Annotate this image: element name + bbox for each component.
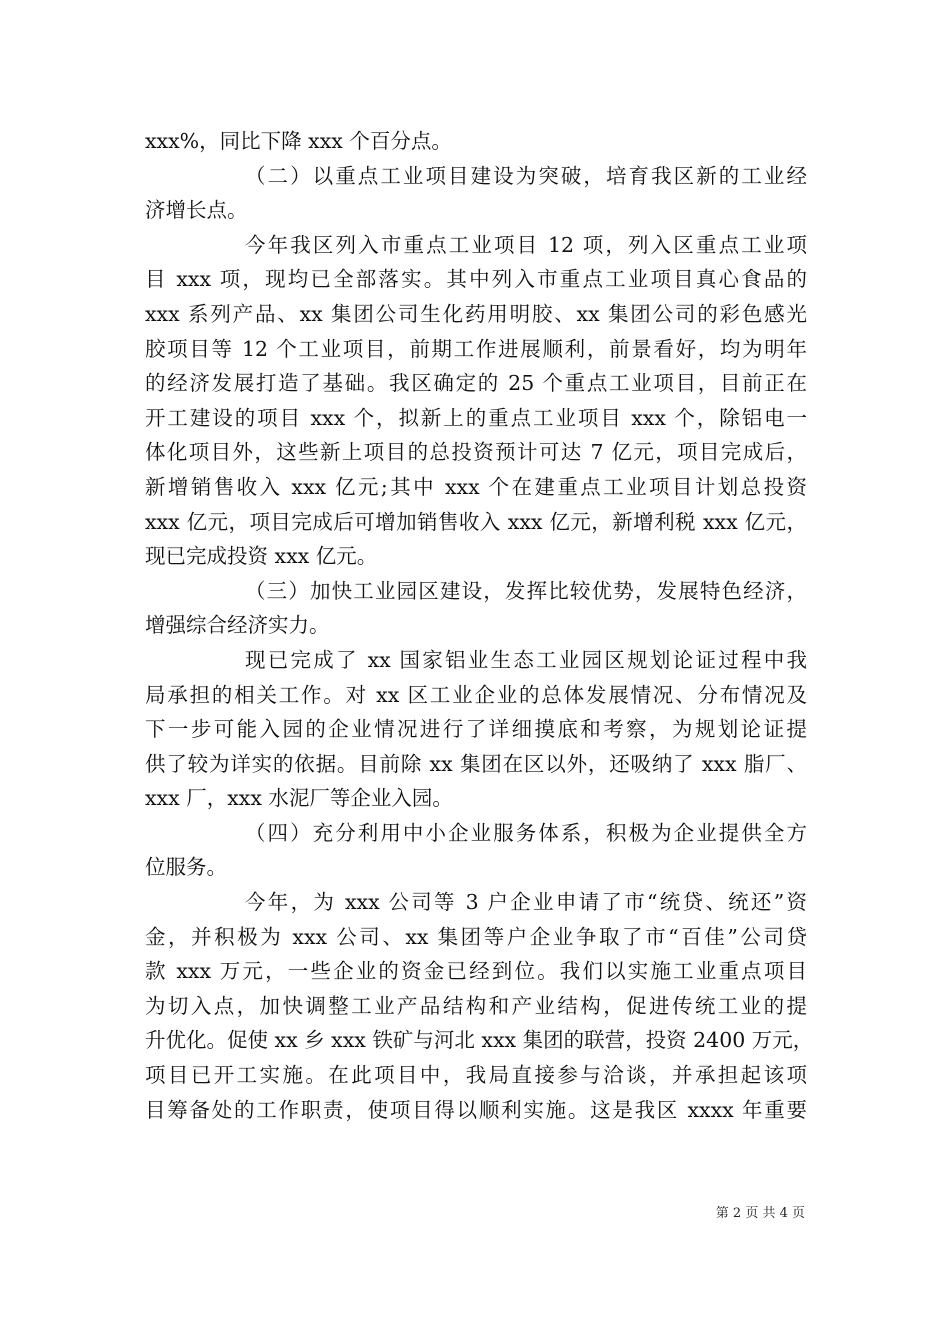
text-line: 开工建设的项目 xxx 个，拟新上的重点工业项目 xxx 个，除铝电一 xyxy=(145,405,807,430)
paragraph-first-line: （三）加快工业园区建设，发挥比较优势，发展特色经济， xyxy=(245,578,807,603)
paragraph-first-line: （四）充分利用中小企业服务体系，积极为企业提供全方 xyxy=(245,820,807,845)
text-line: 的经济发展打造了基础。我区确定的 25 个重点工业项目，目前正在 xyxy=(145,371,807,396)
text-line: xxx 厂，xxx 水泥厂等企业入园。 xyxy=(145,786,453,811)
paragraph-first-line: 今年我区列入市重点工业项目 12 项，列入区重点工业项 xyxy=(245,232,807,257)
text-line: 位服务。 xyxy=(145,855,227,880)
text-line: xxx 系列产品、xx 集团公司生化药用明胶、xx 集团公司的彩色感光 xyxy=(145,301,807,326)
text-line: 胶项目等 12 个工业项目，前期工作进展顺利，前景看好，均为明年 xyxy=(145,336,807,361)
text-line: 供了较为详实的依据。目前除 xx 集团在区以外，还吸纳了 xxx 脂厂、 xyxy=(145,751,807,776)
text-line: 升优化。促使 xx 乡 xxx 铁矿与河北 xxx 集团的联营，投资 2400 万元， xyxy=(145,1028,814,1053)
page-number: 第 2 页 共 4 页 xyxy=(715,1206,805,1221)
text-line: 局承担的相关工作。对 xx 区工业企业的总体发展情况、分布情况及 xyxy=(145,682,807,707)
text-line: xxx%，同比下降 xxx 个百分点。 xyxy=(145,129,452,153)
text-line: 增强综合经济实力。 xyxy=(145,613,330,638)
text-line: 金，并积极为 xxx 公司、xx 集团等户企业争取了市“百佳”公司贷 xyxy=(145,924,807,949)
text-line: 济增长点。 xyxy=(145,198,248,223)
paragraph-first-line: 现已完成了 xx 国家铝业生态工业园区规划论证过程中我 xyxy=(245,647,807,672)
text-line: xxx 亿元，项目完成后可增加销售收入 xxx 亿元，新增利税 xxx 亿元， xyxy=(145,509,807,534)
text-line: 目 xxx 项，现均已全部落实。其中列入市重点工业项目真心食品的 xyxy=(145,267,807,292)
text-line: 项目已开工实施。在此项目中，我局直接参与洽谈，并承担起该项 xyxy=(145,1063,807,1088)
text-line: 款 xxx 万元，一些企业的资金已经到位。我们以实施工业重点项目 xyxy=(145,959,807,984)
text-line: 下一步可能入园的企业情况进行了详细摸底和考察，为规划论证提 xyxy=(145,717,807,742)
text-line: 现已完成投资 xxx 亿元。 xyxy=(145,544,378,569)
text-line: 为切入点，加快调整工业产品结构和产业结构，促进传统工业的提 xyxy=(145,993,807,1018)
text-line: 新增销售收入 xxx 亿元;其中 xxx 个在建重点工业项目计划总投资 xyxy=(145,474,807,499)
document-body xyxy=(145,124,814,1127)
paragraph-first-line: （二）以重点工业项目建设为突破，培育我区新的工业经 xyxy=(245,163,807,188)
text-line: 体化项目外，这些新上项目的总投资预计可达 7 亿元，项目完成后， xyxy=(145,440,807,465)
text-line: 目筹备处的工作职责，使项目得以顺利实施。这是我区 xxxx 年重要 xyxy=(145,1097,807,1122)
paragraph-first-line: 今年，为 xxx 公司等 3 户企业申请了市“统贷、统还”资 xyxy=(245,890,807,915)
